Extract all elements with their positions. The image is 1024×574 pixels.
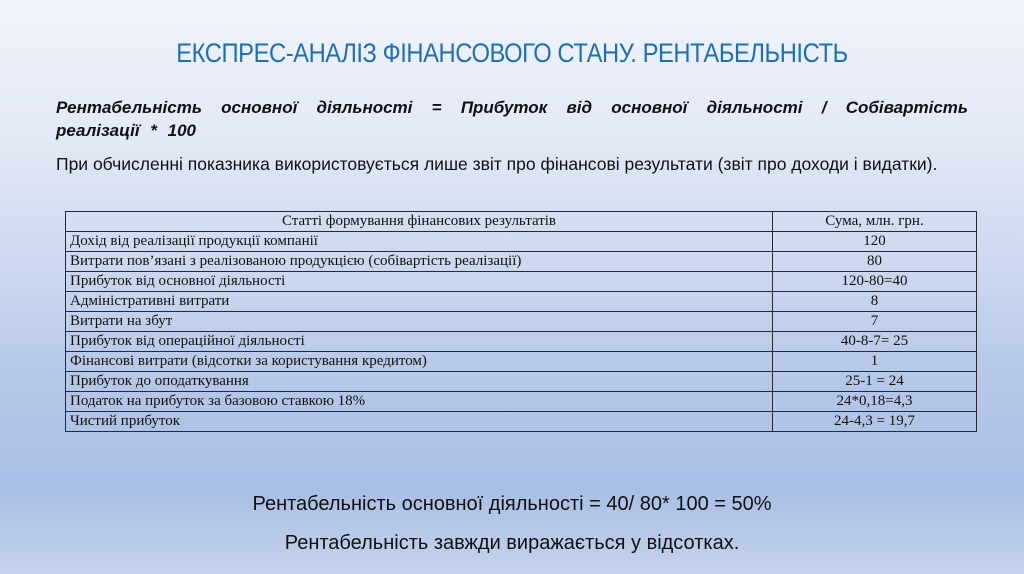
row-value: 25-1 = 24 xyxy=(773,372,977,392)
table-row xyxy=(66,292,977,312)
row-value: 24-4,3 = 19,7 xyxy=(773,412,977,432)
table-row xyxy=(66,252,977,272)
row-item: Податок на прибуток за базовою ставкою 18% xyxy=(66,392,773,412)
row-item: Прибуток до оподаткування xyxy=(66,372,773,392)
row-item: Фінансові витрати (відсотки за користування кредитом) xyxy=(66,352,773,372)
row-value: 24*0,18=4,3 xyxy=(773,392,977,412)
row-item: Дохід від реалізації продукції компанії xyxy=(66,232,773,252)
row-value: 1 xyxy=(773,352,977,372)
slide-title: ЕКСПРЕС-АНАЛІЗ ФІНАНСОВОГО СТАНУ. РЕНТАБЕЛЬНІСТЬ xyxy=(176,38,848,68)
row-item: Витрати пов’язані з реалізованою продукцією (собівартість реалізації) xyxy=(66,252,773,272)
row-value: 80 xyxy=(773,252,977,272)
column-header-items: Статті формування фінансових результатів xyxy=(66,212,773,232)
table-row xyxy=(66,392,977,412)
row-item: Прибуток від операційної діяльності xyxy=(66,332,773,352)
row-value: 120-80=40 xyxy=(773,272,977,292)
row-value: 40-8-7= 25 xyxy=(773,332,977,352)
row-item: Витрати на збут xyxy=(66,312,773,332)
column-header-amount: Сума, млн. грн. xyxy=(773,212,977,232)
profitability-formula: Рентабельність основної діяльності = Прибуток від основної діяльності / Собівартість реалізації * 100 xyxy=(56,98,968,140)
row-item: Адміністративні витрати xyxy=(66,292,773,312)
row-item: Прибуток від основної діяльності xyxy=(66,272,773,292)
result-calculation: Рентабельність основної діяльності = 40/ 80* 100 = 50% xyxy=(252,493,772,515)
table-row xyxy=(66,372,977,392)
financial-results-table xyxy=(65,211,977,432)
table-row xyxy=(66,352,977,372)
row-item: Чистий прибуток xyxy=(66,412,773,432)
conclusion-text: Рентабельність завжди виражається у відсотках. xyxy=(284,532,740,554)
row-value: 8 xyxy=(773,292,977,312)
table-row xyxy=(66,312,977,332)
table-row xyxy=(66,412,977,432)
table-row xyxy=(66,272,977,292)
calculation-note: При обчисленні показника використовується лише звіт про фінансові результати (звіт про доходи і видатки). xyxy=(56,154,938,174)
table-header-row xyxy=(66,212,977,232)
table-row xyxy=(66,332,977,352)
table-row xyxy=(66,232,977,252)
row-value: 7 xyxy=(773,312,977,332)
row-value: 120 xyxy=(773,232,977,252)
